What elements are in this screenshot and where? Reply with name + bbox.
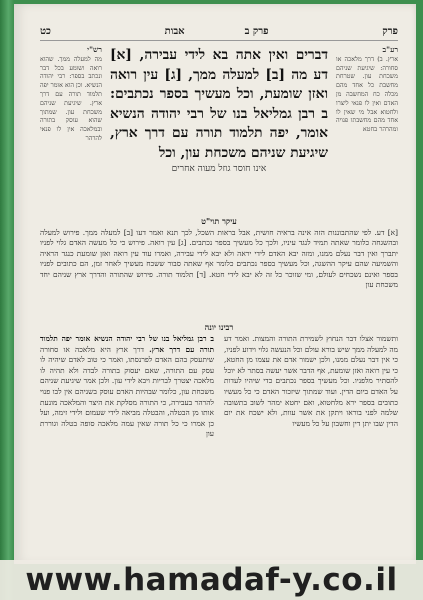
book-page <box>14 4 416 564</box>
header-tractate: אבות <box>164 25 185 37</box>
header-center <box>165 26 269 37</box>
page-header <box>40 24 398 41</box>
rabbeinu-yonah-title: רבינו יונה <box>204 322 234 332</box>
tosfot-yomtov-text: [א] דע. לפי שהתבוננות הזה אינה בראיה חושית, אבל בראות השכל, לכך תנא ואמר דעו [ב] למעלה ממך. פירוש למעלה ובהשגחה כלומר שאתה תמיד לנגד עיניו, ולכך כל מעשיך בספר נכתבים. [ג] עין רואה. פירוש כי כל מעשה האדם גלוי לפניו יתברך ואין דבר נעלם ממנו, ומזה יבא האדם לידי יראה ולא יבא לידי עבירה, ואמרו עוד עין רואה ואזן שומעת כנגד הראיה והשמיעה שהם עיקר ההשגה, וכל מעשיך בספר נכתבים כלומר אף שאתה סבור ששכח מעשיך לאחר זמן, הם כתובים לפניו בספר ואינם נשכחים לעולם, ומי שזוכר כל זה לא יבא לידי חטא. [ד] תלמוד תורה. פירוש שהתורה והדרך ארץ שניהם יחד משכחת עון <box>40 228 398 290</box>
rabbeinu-yonah-left-text: דרך ארץ היא מלאכה או סחורה שיתעסק בהם האדם לפרנסתו, ואמר כי טוב לאדם שיהיה לו עסק עם התורה, שאם יעסוק בתורה לבדה ולא תהיה לו מלאכה יצטרך לבריות ויבא לידי עון. ולכן אמר שיגיעת שניהם משכחת עון, כלומר שבהיות האדם עוסק בשניהם אין לבו פנוי להרהר בעבירה, כי התורה מסלקת את היצר והמלאכה מונעת אותו מן הבטלה, והבטלה מביאה לידי שעמום ולידי זימה, ועל כן אמרו כי כל תורה שאין עמה מלאכה סופה בטלה וגוררת עון <box>40 344 214 439</box>
tosfot-yomtov-title: עיקר תוי"ט <box>201 216 237 226</box>
header-label-perek-right: פרק <box>382 25 398 37</box>
book-binding <box>0 0 14 600</box>
mishnah-column <box>102 46 336 206</box>
bartenura-column <box>336 46 398 206</box>
mishnah-section <box>40 46 398 206</box>
bartenura-text: ארץ. ב) דרך מלאכה או סחורה: שיגיעת שניהם משכחת עון. שטרחת מחשבת כל אחד מהם מכלה כח המחשבה מן האדם ואין לו פנאי ליצרו ולחטוא אבל מי שאין לו אחד מהם מחשבתו פנויה ומהרהר בחטא <box>336 55 398 134</box>
header-page-number: כט <box>40 25 51 37</box>
rashi-label: רש"י <box>87 46 102 54</box>
mishnah-text: דברים ואין אתה בא לידי עבירה, [א] דע מה [ב] למעלה ממך, [ג] עין רואה ואזן שומעת, וכל מעשיך בספר נכתבים: ב רבן גמליאל בנו של רבי יהודה הנשיא אומר, יפה תלמוד תורה עם דרך ארץ, שיגיעת שניהם משכחת עון, וכל <box>110 47 328 161</box>
header-perek: פרק ב <box>244 25 269 37</box>
site-watermark: www.hamadaf-y.co.il <box>0 560 423 600</box>
rabbeinu-yonah-lead: ב רבן גמליאל בנו של רבי יהודה הנשיא אומר יפה תלמוד תורה עם דרך ארץ. <box>40 334 214 354</box>
rabbeinu-yonah-right-text: ותשמור אצלו דבר הנחוץ לשמירת התורה והמצות. ואמר דע מה למעלה ממך שיש בורא עולם וכל הנעשה גלוי וידוע לפניו, כי אין דבר נעלם ממנו, ולכן ישמור אדם את עצמו מן החטא, כי עין רואה ואזן שומעת, אף הדבר אשר יעשה בסתר לא יוכל להסתיר מלפניו. וכל מעשיך בספר נכתבים כדי שיהיו לעדות על האדם ביום הדין. ועוד שמתוך שיזכור האדם כי כל מעשיו כתובים בספר ירא מלחטוא, ואם יחטא ימהר לשוב בתשובה שלמה לפני בוראו ויתקן את אשר עוות, ולא ישכח את יום הדין שבו יתן דין וחשבון על כל מעשיו <box>224 334 398 428</box>
rabbeinu-yonah-section <box>40 334 398 560</box>
rabbeinu-yonah-right-column <box>224 334 398 560</box>
mishnah-tail-note: אינו חוסר גוזל מעוה אחרים <box>171 164 267 174</box>
rashi-column <box>40 46 102 206</box>
rabbeinu-yonah-left-column <box>40 334 214 560</box>
rashi-text: מה למעלה ממך. שהוא רואה ושומע בכל דבר ונכתב בספר: רבי יהודה הנשיא. וכן הוא אומר יפה תלמוד תורה עם דרך ארץ. שיגיעת שניהם משכחת עון. שמתוך שהוא עוסק בתורה ובמלאכה אין לו פנאי להרהר <box>40 55 102 142</box>
bartenura-label: רע"ב <box>382 46 398 54</box>
